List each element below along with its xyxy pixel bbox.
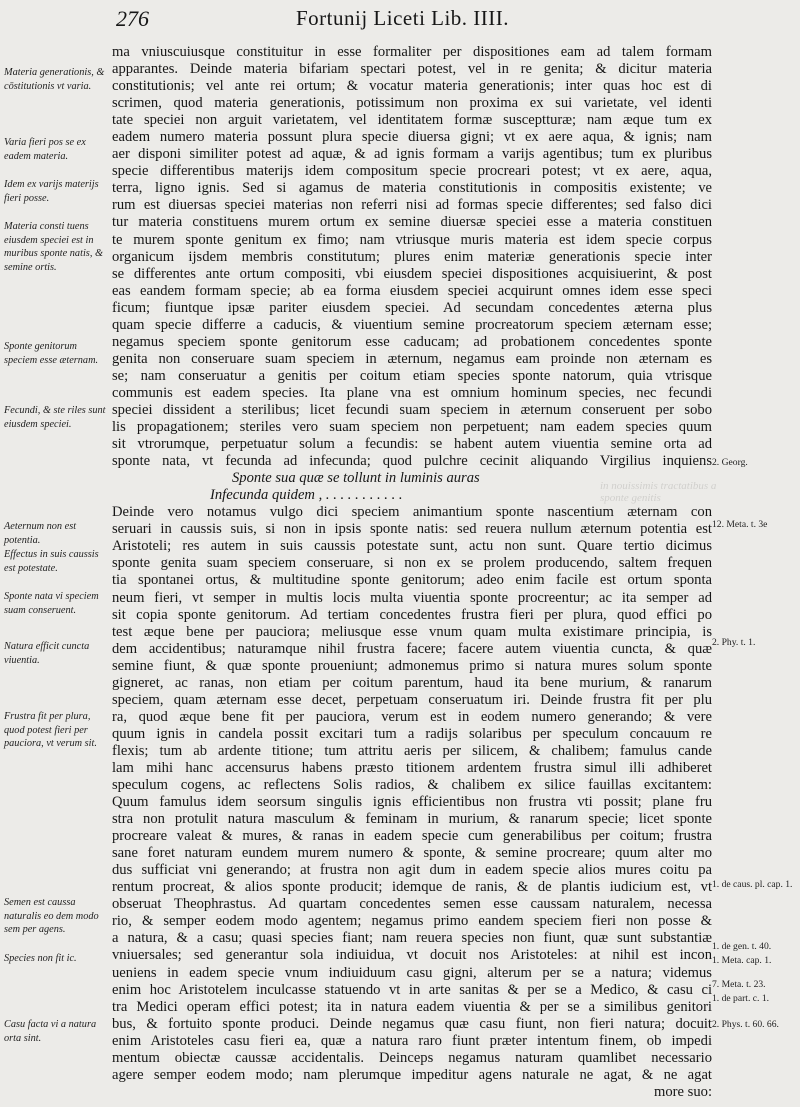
text-line: neum fieri, vt semper in multis locis multa viuentia sponte procreentur; ac ita semper ad (112, 589, 712, 606)
text-line: sit vtrorumque, perpetuatur solum a fecundis: se habent autem viuentia semine orta ad (112, 436, 712, 453)
margin-note: Idem ex varijs materijs fieri posse. (4, 179, 99, 204)
running-title: Fortunij Liceti Lib. IIII. (296, 6, 510, 30)
text-line: tra Medici operam effici potest; ita in natura eadem viuentia & per se a similibus genitori (112, 998, 712, 1015)
margin-note: Aeternum non est potentia. (4, 521, 77, 546)
margin-reference: 2. Phy. t. 1. (712, 637, 756, 648)
margin-note: Varia fieri pos se ex eadem materia. (4, 137, 86, 162)
text-line: negamus speciem sponte genitorum esse caducam; ad probationem concedentes sponte (112, 333, 712, 350)
text-line: tia spontanei ortus, & multitudine sponte genitorum; adeo enim facile est ortum sponta (112, 572, 712, 589)
text-line: sponte nata, vt fecunda ad infecunda; quod pulchre cecinit aliquando Virgilius inquiens (112, 453, 712, 470)
text-line: sit copia sponte genitorum. Ad tertiam concedentes frustra fieri per plura, quod effici po (112, 606, 712, 623)
margin-note: Casu facta vi a natura orta sint. (4, 1019, 97, 1044)
left-margin-notes (4, 0, 108, 1107)
text-line: semine fiunt, & quæ sponte proueniunt; admonemus primo si natura mures solum sponte (112, 657, 712, 674)
text-line: lam mihi hanc accensurus habens præsto titionem ardentem frustra simul illi adhiberet (112, 759, 712, 776)
margin-note: Fecundi, & ste riles sunt eiusdem speciei. (4, 405, 106, 430)
margin-reference: 7. Meta. t. 23. (712, 979, 766, 990)
text-line: flexis; tum ab ardente titione; tum attritu aeris per silicem, & chalibem; famulus cande (112, 742, 712, 759)
page-number: 276 (116, 6, 149, 31)
text-line: quum ignis in candela possit excitari tum a radijs solaribus per speculum concauum re (112, 725, 712, 742)
margin-note: Sponte nata vi speciem suam conseruent. (4, 591, 99, 616)
margin-reference: 1. de caus. pl. cap. 1. (712, 879, 793, 890)
text-line: rentum procreat, & alios sponte producit; idemque de ranis, & de plantis iudicium est, vt (112, 879, 712, 896)
text-line: apparantes. Deinde materia bifariam spectari potest, vel in re genita; & dicitur materia (112, 61, 712, 78)
text-line: enim hoc Aristotelem inculcasse statuendo vt in arte sanitas & per se a Medico, & casu ci (112, 981, 712, 998)
text-line: sponte genita suam speciem conseruare, si non ex se prolem producendo, saltem frequen (112, 555, 712, 572)
text-line: genita non conseruare suam speciem in æternum, negamus eam proinde non æternam es (112, 350, 712, 367)
text-line: ueniens in eadem specie vnum indiuiduum casu gigni, alterum per se a natura; videmus (112, 964, 712, 981)
text-line: quam specie differre a caducis, & viuentium semine procreatorum speciem æternam esse; (112, 316, 712, 333)
margin-note: Frustra fit per plura, quod potest fieri per pauciora, vt verum sit. (4, 711, 97, 750)
body-text (112, 44, 712, 1101)
text-line: Deinde vero notamus vulgo dici speciem animantium sponte nascentium æternam con (112, 504, 712, 521)
margin-reference: 1. de gen. t. 40. (712, 941, 772, 952)
margin-note: Sponte genitorum speciem esse æternam. (4, 341, 99, 366)
margin-reference: 1. Meta. cap. 1. (712, 955, 772, 966)
margin-note: Materia generationis, & cōstitutionis vt varia. (4, 67, 105, 92)
text-line: se; nam conseruatur a genitis per coitum etiam species sponte natorum, quia vtrisque (112, 367, 712, 384)
text-line: mentum obiectæ caussæ accidentalis. Deinceps negamus naturam quamlibet necessario (112, 1049, 712, 1066)
right-margin-notes (712, 0, 796, 1107)
text-line: ma vniuscuiusque constituitur in esse formaliter per dispositiones eam ad talem formam (112, 44, 712, 60)
text-line: tur materia constituens murem ortum ex semine diuersæ speciei esse a materia constituen (112, 214, 712, 231)
text-line: Aristoteli; res autem in suis caussis potestate sunt, actu non sunt. Quare tertio dicimus (112, 538, 712, 555)
margin-reference: 12. Meta. t. 3e (712, 519, 768, 530)
margin-note: Materia consti tuens eiusdem speciei est in muribus sponte natis, & semine ortis. (4, 221, 103, 273)
text-line: ficum; fiuntque ipsæ pariter eiusdem speciei. Ad secundam concedentes æterna plus (112, 299, 712, 316)
text-line: aer disponi similiter potest ad aquæ, & ad ignis formam a varijs agentibus; tum ex pluribus (112, 146, 712, 163)
text-line: seruari in caussis suis, si non in ipsis sponte natis: sed reuera nullum æternum potentia est (112, 521, 712, 538)
text-line: sane foret naturam eundem murem numero & sponte, & semine procreare; quum alter mo (112, 845, 712, 862)
margin-note: Species non fit ic. (4, 953, 77, 964)
margin-note: Semen est caussa naturalis eo dem modo sem per agens. (4, 897, 99, 936)
text-line: dem accidentibus; naturamque nihil frustra facere; facere autem viuentia cuncta, & quæ (112, 640, 712, 657)
text-line: communis est eadem species. Ita plane vna est omnium hominum species, nec fecundi (112, 384, 712, 401)
text-line: speciem, quam æternam esse decet, perpetuam conseruatum iri. Deinde frustra fit per plu (112, 691, 712, 708)
text-line: eas eandem formam specie; ab ea forma eiusdem speciei acquirunt omnes idem esse speci (112, 282, 712, 299)
text-line: Quum famulus idem seorsum singulis ignis efficientibus non frustra vti possit; plane fru (112, 794, 712, 811)
text-line: gigneret, ac ranas, non etiam per coitum parentum, haud ita bene murium, & ranarum (112, 674, 712, 691)
text-line: eadem numero materia possunt plura specie diuersa gigni; vt ex aere aqua, & ignis; nam (112, 129, 712, 146)
text-line: more suo: (654, 1083, 712, 1100)
text-line: enim Aristoteles casu fieri ea, quæ a natura raro fiunt præter intentum finem, ob impedi (112, 1032, 712, 1049)
text-line: bus, & fortuito sponte produci. Deinde negamus quæ casu fiunt, non fieri natura; docuit (112, 1015, 712, 1032)
text-line: speciei dissident a sterilibus; licet fecundi suam speciem in æternum conseruent per sobo (112, 401, 712, 418)
margin-note: Effectus in suis caussis est potestate. (4, 549, 99, 574)
text-line: procreare valeat & mures, & ranas in eadem specie cum generabilibus per coitum; frustra (112, 828, 712, 845)
text-line: lis propagationem; steriles vero suam speciem non perpetuent; nam eadem species quum (112, 419, 712, 436)
margin-note: Natura efficit cuncta viuentia. (4, 641, 90, 666)
text-line: rio, & semper eodem modo agentem; negamus primo eandem speciem fieri non posse & (112, 913, 712, 930)
text-line: test æque bene per pauciora; meliusque esse vnum quam multa existimare principia, is (112, 623, 712, 640)
margin-reference: 2. Phys. t. 60. 66. (712, 1019, 779, 1030)
bleed-through-text: in nouissimis tractatibus a sponte genitis (600, 480, 717, 504)
verse-line: Sponte sua quæ se tollunt in luminis auras (232, 470, 480, 487)
text-line: vniuersales; sed generantur sola indiuidua, vt docuit nos Aristoteles: at nihil est incon (112, 947, 712, 964)
text-line: constitutionis; vel ante rei ortum; & vocatur materia generationis; inter quas hoc est di (112, 78, 712, 95)
page-header (0, 6, 800, 40)
text-line: rum est diuersas speciei materias non referri nisi ad formas specie differentes; sed falso dici (112, 197, 712, 214)
verse-line: Infecunda quidem , . . . . . . . . . . . (210, 487, 403, 504)
text-line: terra, ligno ignis. Sed si agamus de materia constitutionis in compositis existente; ve (112, 180, 712, 197)
text-line: a natura, & a casu; quasi species fiant; nam reuera species non fiunt, quæ sunt substantiæ (112, 930, 712, 947)
margin-reference: 2. Georg. (712, 457, 748, 468)
text-line: agere semper eodem modo; nam plerumque impeditur agens naturale ne agat, & ne agat (112, 1066, 712, 1083)
text-line: tate speciei non arguit varietatem, vel identitatem formæ susceptturæ; nam æque tum ex (112, 112, 712, 129)
text-line: se differentes ante ortum compositi, vbi eiusdem speciei dispositiones acquisiuerint, & post (112, 265, 712, 282)
text-line: dus sufficiat vni generando; at frustra non agit dum in eadem specie alios mures coitu pa (112, 862, 712, 879)
text-line: stra non protulit natura masculum & feminam in murium, & ranarum specie; licet sponte (112, 811, 712, 828)
text-line: obseruat Theophrastus. Ad quartam concedentes semen esse caussam naturalem, necessa (112, 896, 712, 913)
text-line: specie differentibus materijs idem compositum specie procreari potest; vt ex aere, aqua, (112, 163, 712, 180)
text-line: speculum cogens, ac reflectens Solis radios, & chalibem ex silice fauillas excitantem: (112, 777, 712, 794)
text-line: te murem sponte genitum ex fimo; nam vtriusque muris materia est idem specie corpus (112, 231, 712, 248)
margin-reference: 1. de part. c. 1. (712, 993, 770, 1004)
text-line: ra, quod æque bene fit per pauciora, verum est in eodem numero generando; & vere (112, 708, 712, 725)
text-line: organicum ijsdem membris constitutum; plures enim materiæ generationis specie inter (112, 248, 712, 265)
text-line: scrimen, quod materia generationis, potissimum non proxima ex sui varietate, vel identi (112, 95, 712, 112)
